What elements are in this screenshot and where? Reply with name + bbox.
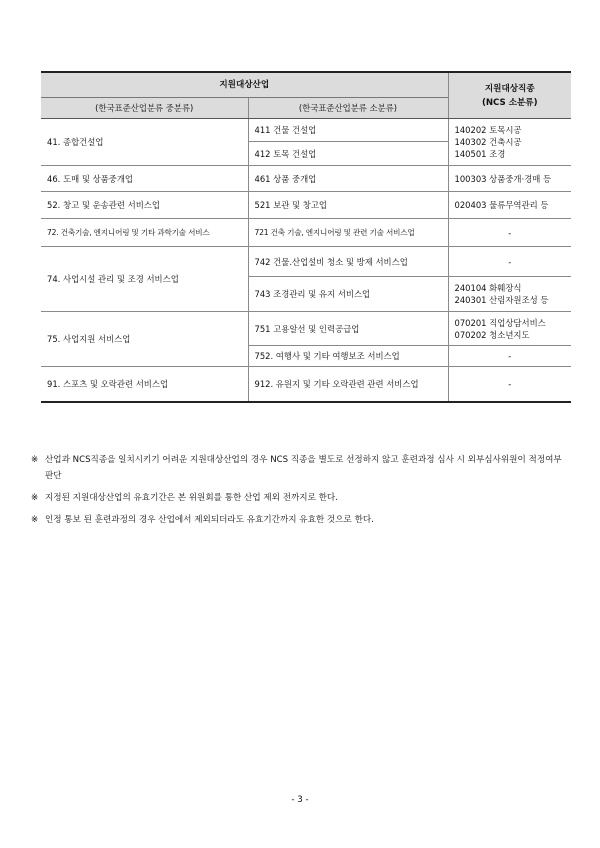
header-ncs-sub: (NCS 소분류) — [481, 97, 538, 108]
note-mark: ※ — [31, 515, 39, 525]
sub-class-cell: 411 건물 건설업 — [248, 119, 448, 142]
occupation-item: 070202 청소년지도 — [454, 329, 530, 340]
sub-class-cell: 751 고용알선 및 인력공급업 — [248, 312, 448, 346]
note-item — [31, 452, 571, 484]
header-target-industry: 지원대상산업 — [41, 72, 448, 98]
industry-occupation-table — [41, 71, 571, 403]
mid-class-cell: 72. 건축기술, 엔지니어링 및 기타 과학기술 서비스 — [41, 219, 248, 247]
note-text: 지정된 지원대상산업의 유효기간은 본 위원회를 통한 산업 제외 전까지로 한다. — [45, 493, 338, 503]
note-text: 산업과 NCS직종을 일치시키기 어려운 지원대상산업의 경우 NCS 직종을 별도로 선정하지 않고 훈련과정 심사 시 외부심사위원이 적정여부 판단 — [45, 455, 562, 481]
header-target-occupation — [448, 72, 571, 119]
header-target-occupation-title: 지원대상직종 — [484, 83, 535, 94]
occupation-item: 070201 직업상담서비스 — [454, 317, 546, 328]
header-mid-class: (한국표준산업분류 중분류) — [41, 98, 248, 119]
mid-class-cell: 52. 창고 및 운송관련 서비스업 — [41, 192, 248, 219]
note-item — [31, 512, 571, 528]
sub-class-cell: 721 건축 기술, 엔지니어링 및 관련 기술 서비스업 — [248, 219, 448, 247]
sub-class-cell: 461 상품 중개업 — [248, 166, 448, 192]
sub-class-cell: 521 보관 및 창고업 — [248, 192, 448, 219]
page-number: - 3 - — [291, 795, 309, 805]
occupation-item: 140202 토목시공 — [454, 125, 522, 135]
occupation-item: 240104 화훼장식 — [454, 283, 522, 293]
occupation-item: 140302 건축시공 — [454, 137, 522, 147]
sub-class-cell: 742 건물.산업설비 청소 및 방제 서비스업 — [248, 247, 448, 277]
occupation-cell — [448, 277, 571, 312]
mid-class-cell: 74. 사업시설 관리 및 조경 서비스업 — [41, 247, 248, 312]
note-mark: ※ — [31, 493, 39, 503]
notes-section — [31, 452, 571, 534]
occupation-cell — [448, 119, 571, 166]
occupation-cell: - — [448, 346, 571, 367]
note-text: 인정 통보 된 훈련과정의 경우 산업에서 제외되더라도 유효기간까지 유효한 것으로 한다. — [45, 515, 374, 525]
occupation-cell: 100303 상품중개·경매 등 — [448, 166, 571, 192]
mid-class-cell: 46. 도매 및 상품중개업 — [41, 166, 248, 192]
occupation-cell: - — [448, 219, 571, 247]
sub-class-cell: 412 토목 건설업 — [248, 142, 448, 166]
mid-class-cell: 41. 종합건설업 — [41, 119, 248, 166]
mid-class-cell: 91. 스포츠 및 오락관련 서비스업 — [41, 367, 248, 402]
sub-class-cell: 743 조경관리 및 유지 서비스업 — [248, 277, 448, 312]
sub-class-cell: 752. 여행사 및 기타 여행보조 서비스업 — [248, 346, 448, 367]
occupation-cell: 020403 물류무역관리 등 — [448, 192, 571, 219]
occupation-cell: - — [448, 367, 571, 402]
occupation-cell: - — [448, 247, 571, 277]
occupation-cell — [448, 312, 571, 346]
sub-class-cell: 912. 유원지 및 기타 오락관련 관련 서비스업 — [248, 367, 448, 402]
occupation-item: 240301 산림자원조성 등 — [454, 295, 549, 305]
note-mark: ※ — [31, 455, 39, 465]
header-sub-class: (한국표준산업분류 소분류) — [248, 98, 448, 119]
mid-class-cell: 75. 사업지원 서비스업 — [41, 312, 248, 367]
occupation-item: 140501 조경 — [454, 149, 506, 159]
note-item — [31, 490, 571, 506]
